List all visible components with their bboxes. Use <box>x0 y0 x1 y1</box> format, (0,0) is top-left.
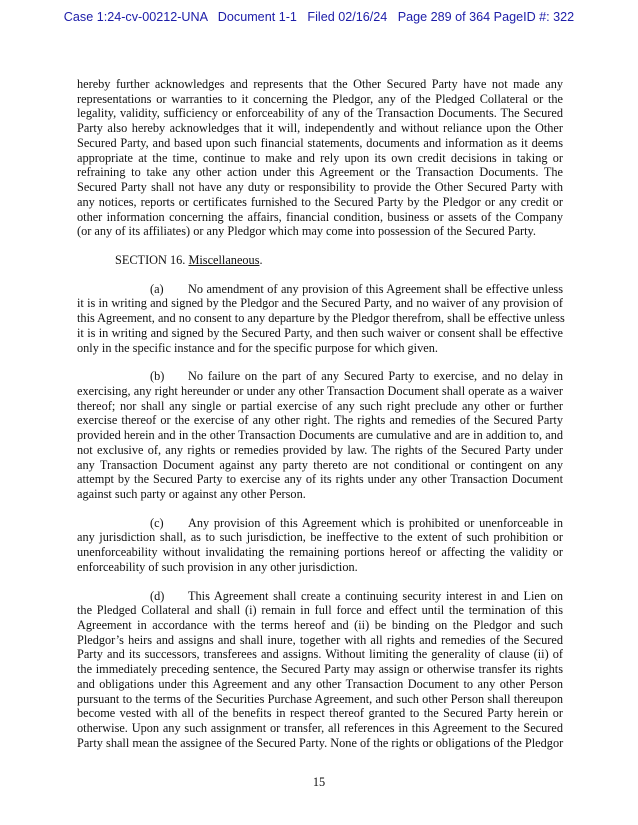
section-title: Miscellaneous <box>188 252 260 267</box>
subsection-text: No failure on the part of any Secured Party to exercise, and no delay in <box>188 369 563 384</box>
paragraph-line: exercising, any right hereunder or under any other Transaction Document shall operate as a waiver <box>77 383 563 398</box>
paragraph-line: the Pledged Collateral and shall (i) remain in full force and effect until the termination of this <box>77 603 563 618</box>
paragraph-line: Secured Party shall not have any duty or responsibility to provide the Other Secured Party with <box>77 180 563 194</box>
paragraph-line: Party also hereby acknowledges that it will, independently and without reliance upon the Other <box>77 121 563 136</box>
paragraph-line: it is in writing and signed by the Secured Party, and then such waiver or consent shall be effective <box>77 325 563 340</box>
subsection-first-line <box>150 282 563 297</box>
paragraph-line: refraining to take any other action under this Agreement or the Transaction Documents. The <box>77 165 563 180</box>
paragraph-line: exercise thereof or the exercise of any other right. The rights and remedies of the Secured Party <box>77 413 563 428</box>
paragraph-line: otherwise. Upon any such assignment or transfer, all references in this Agreement to the Secured <box>77 721 563 735</box>
subsection-text: This Agreement shall create a continuing security interest in and Lien on <box>188 588 563 603</box>
paragraph-line: pursuant to the terms of the Securities Purchase Agreement, and such other Person shall thereupon <box>77 691 563 706</box>
paragraph-line: Party and its successors, transferees and assigns. Without limiting the generality of clause (ii) of <box>77 647 563 662</box>
subsection-first-line <box>150 589 563 604</box>
document-number: Document 1-1 <box>217 10 297 24</box>
paragraph-line: representations or warranties to it concerning the Pledgor, any of the Pledged Collateral or the <box>77 91 563 106</box>
paragraph-line: (or any of its affiliates) or any Pledgor which may come into possession of the Secured Party. <box>77 224 536 239</box>
subsection-label: (a) <box>150 281 164 296</box>
paragraph-line: any jurisdiction shall, as to such jurisdiction, be ineffective to the extent of such prohibition or <box>77 530 563 545</box>
subsection-text: No amendment of any provision of this Agreement shall be effective unless <box>188 281 563 296</box>
subsection-label: (d) <box>150 588 165 603</box>
paragraph-line: Agreement in accordance with the terms hereof and (ii) be binding on the Pledgor and such <box>77 618 563 632</box>
section-number: SECTION 16. <box>115 252 189 267</box>
paragraph-line: enforceability of such provision in any other jurisdiction. <box>77 559 358 574</box>
paragraph-line: and obligations under this Agreement and any other Transaction Document to any other Person <box>77 676 563 691</box>
subsection-label: (c) <box>150 515 164 530</box>
subsection-label: (b) <box>150 369 165 384</box>
paragraph-line: legality, validity, sufficiency or enforceability of any of the Transaction Documents. The Secured <box>77 106 563 121</box>
paragraph-line: only in the specific instance and for the specific purpose for which given. <box>77 340 438 355</box>
paragraph-line: not exclusive of, any rights or remedies provided by law. The rights of the Secured Party under <box>77 442 563 457</box>
paragraph-line: attempt by the Secured Party to exercise any of its rights under any other Transaction Document <box>77 472 563 487</box>
subsection-first-line <box>150 369 563 384</box>
paragraph-line: Secured Party, and based upon such financial statements, documents and information as it deems <box>77 135 563 150</box>
paragraph-line: it is in writing and signed by the Pledgor and the Secured Party, and no waiver of any provision of <box>77 296 563 311</box>
paragraph-line: any Transaction Document against any party thereto are not conditional or contingent on any <box>77 457 563 472</box>
paragraph-line: become vested with all of the benefits in respect thereof granted to the Secured Party herein or <box>77 706 563 721</box>
paragraph-line: provided herein and in the other Transaction Documents are cumulative and are in addition to, and <box>77 428 563 443</box>
page-id: PageID #: 322 <box>493 10 575 24</box>
paragraph-line: against such party or against any other Person. <box>77 487 306 501</box>
court-filing-header <box>0 10 638 24</box>
paragraph-line: thereof; nor shall any single or partial exercise of any such right preclude any other or further <box>77 398 563 413</box>
paragraph-line: Pledgor’s heirs and assigns and shall inure, together with all rights and remedies of the Secured <box>77 632 563 647</box>
paragraph-line: unenforceability without invalidating the remaining portions hereof or affecting the validity or <box>77 545 563 560</box>
paragraph-line: the immediately preceding sentence, the Secured Party may assign or otherwise transfer its rights <box>77 662 563 677</box>
page-number: 15 <box>312 775 326 789</box>
subsection-first-line <box>150 516 563 531</box>
paragraph-line: this Agreement, and no consent to any departure by the Pledgor therefrom, shall be effective unless <box>77 311 565 325</box>
paragraph-line: other information concerning the affairs, financial condition, business or assets of the Company <box>77 209 563 224</box>
paragraph-line: hereby further acknowledges and represents that the Other Secured Party have not made any <box>77 77 563 91</box>
subsection-text: Any provision of this Agreement which is prohibited or unenforceable in <box>188 515 563 530</box>
section-title-suffix: . <box>259 252 263 267</box>
paragraph-line: Party shall mean the assignee of the Secured Party. None of the rights or obligations of the Pledgor <box>77 735 564 750</box>
filed-date: Filed 02/16/24 <box>307 10 388 24</box>
paragraph-line: appropriate at the time, continue to make and rely upon its own credit decisions in taking or <box>77 150 563 165</box>
page-count: Page 289 of 364 <box>397 10 491 24</box>
case-number: Case 1:24-cv-00212-UNA <box>63 10 208 24</box>
section-heading <box>115 253 563 268</box>
paragraph-line: any notices, reports or certificates furnished to the Secured Party by the Pledgor or any credit or <box>77 194 563 209</box>
